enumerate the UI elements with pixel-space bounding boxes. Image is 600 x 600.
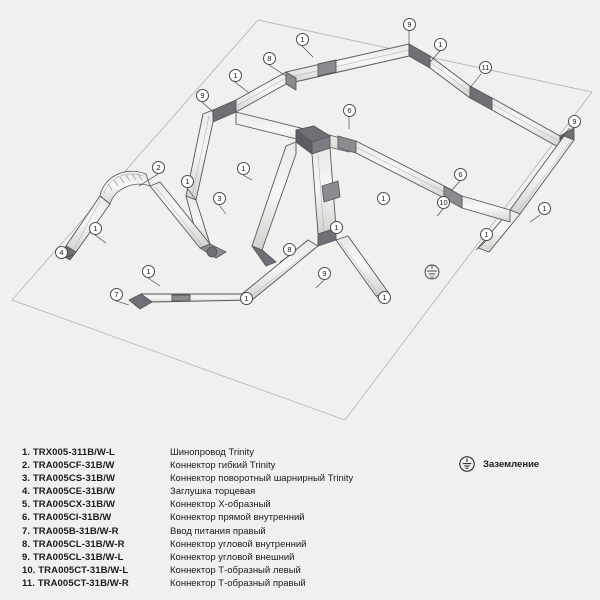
ground-legend-label: Заземление: [483, 458, 540, 470]
callout-marker: 1: [377, 192, 390, 205]
callout-leader: [269, 65, 286, 76]
callout-marker: 4: [55, 246, 68, 259]
connector-flexible-2: [100, 171, 150, 204]
legend-item-code: 4. TRA005CE-31B/W: [22, 486, 116, 498]
legend-item-description: Коннектор Х-образный: [170, 499, 271, 511]
legend-item: [22, 564, 353, 577]
callout-marker: 9: [568, 115, 581, 128]
legend-item: [22, 538, 353, 551]
connector-t-right: [470, 86, 492, 110]
callout-marker: 11: [479, 61, 492, 74]
callout-marker: 9: [318, 267, 331, 280]
legend-item-description: Шинопровод Trinity: [170, 447, 254, 458]
legend-item-code: 11. TRA005CT-31B/W-R: [22, 577, 129, 589]
legend-item: [22, 551, 353, 564]
legend-item-description: Коннектор гибкий Trinity: [170, 460, 276, 472]
ground-symbol: [425, 265, 439, 279]
track-run-lower-right: [336, 236, 388, 296]
callout-marker: 7: [110, 288, 123, 301]
callout-marker: 1: [229, 69, 242, 82]
callout-marker: 9: [403, 18, 416, 31]
legend-item-code: 2. TRA005CF-31B/W: [22, 460, 115, 472]
legend-item: [22, 446, 353, 459]
connector-bottom-left-1: [172, 295, 190, 301]
callout-marker: 1: [237, 162, 250, 175]
callout-leader: [452, 181, 460, 190]
callout-marker: 3: [213, 192, 226, 205]
callout-leader: [302, 46, 313, 57]
track-run-mid-right-tail: [462, 196, 510, 222]
track-run-bottom-left: [140, 286, 252, 309]
legend-item-description: Коннектор Т-образный правый: [170, 577, 306, 589]
legend-item-code: 9. TRA005CL-31B/W-L: [22, 551, 124, 563]
corner-upper-left-9: [213, 100, 236, 122]
legend-list: [22, 446, 353, 590]
legend-item-description: Заглушка торцевая: [170, 486, 256, 498]
legend-item-description: Коннектор угловой внешний: [170, 551, 295, 563]
callout-marker: 9: [196, 89, 209, 102]
legend-item-code: 3. TRA005CS-31B/W: [22, 473, 116, 485]
legend-item-description: Ввод питания правый: [170, 525, 266, 537]
legend-item-description: Коннектор угловой внутренний: [170, 538, 307, 550]
legend-panel: [0, 430, 600, 600]
callout-leader: [235, 82, 249, 93]
callout-leader: [219, 205, 226, 214]
callout-marker: 1: [378, 291, 391, 304]
legend-item-description: Коннектор прямой внутренний: [170, 512, 305, 524]
callout-leader: [243, 175, 252, 180]
ground-legend: [458, 455, 539, 473]
callout-leader: [202, 102, 213, 112]
legend-item: [22, 498, 353, 511]
track-run-mid-upper-right: [356, 141, 452, 202]
callout-marker: 8: [263, 52, 276, 65]
legend-item-description: Коннектор Т-образный левый: [170, 564, 301, 576]
callout-marker: 6: [343, 104, 356, 117]
callout-leader: [116, 301, 129, 305]
callout-marker: 1: [142, 265, 155, 278]
legend-item-code: 8. TRA005CL-31B/W-R: [22, 538, 125, 550]
callout-marker: 1: [240, 292, 253, 305]
track-run-inner-lower: [252, 142, 296, 250]
track-run-lower-left: [242, 240, 318, 300]
callout-marker: 1: [89, 222, 102, 235]
legend-item-code: 5. TRA005CX-31B/W: [22, 499, 116, 511]
callout-leader: [470, 74, 481, 88]
legend-item-description: Коннектор поворотный шарнирный Trinity: [170, 473, 354, 485]
callout-marker: 1: [434, 38, 447, 51]
callout-marker: 1: [480, 228, 493, 241]
callout-marker: 1: [181, 175, 194, 188]
callout-marker: 8: [283, 243, 296, 256]
callout-marker: 1: [296, 33, 309, 46]
callout-leader: [437, 209, 443, 216]
corner-top-right: [409, 44, 430, 68]
legend-item: [22, 485, 353, 498]
ground-icon: [458, 455, 476, 473]
legend-item-code: 1. TRX005-311B/W-L: [22, 447, 115, 458]
track-network: [60, 44, 574, 309]
callout-marker: 2: [152, 161, 165, 174]
track-run-left-end: [66, 196, 110, 252]
legend-item-code: 10. TRA005CT-31B/W-L: [22, 564, 129, 576]
callout-leader: [530, 215, 540, 222]
legend-item: [22, 525, 353, 538]
callout-marker: 1: [538, 202, 551, 215]
track-run-left-upper: [236, 72, 286, 112]
legend-item: [22, 511, 353, 524]
legend-item: [22, 577, 353, 590]
callout-marker: 1: [330, 221, 343, 234]
connector-inner-lower-8: [252, 246, 276, 266]
track-run-top-right: [430, 56, 470, 98]
legend-item: [22, 459, 353, 472]
connector-inner-6: [338, 136, 356, 153]
legend-item: [22, 472, 353, 485]
callout-leader: [316, 280, 324, 288]
legend-item-code: 7. TRA005B-31B/W-R: [22, 525, 119, 537]
callout-marker: 6: [454, 168, 467, 181]
track-run-right-branch: [492, 98, 560, 148]
callout-leader: [148, 278, 160, 286]
track-run-top-left: [286, 44, 409, 84]
callout-marker: 10: [437, 196, 450, 209]
callout-leader: [95, 235, 106, 243]
legend-item-code: 6. TRA005CI-31B/W: [22, 512, 112, 524]
